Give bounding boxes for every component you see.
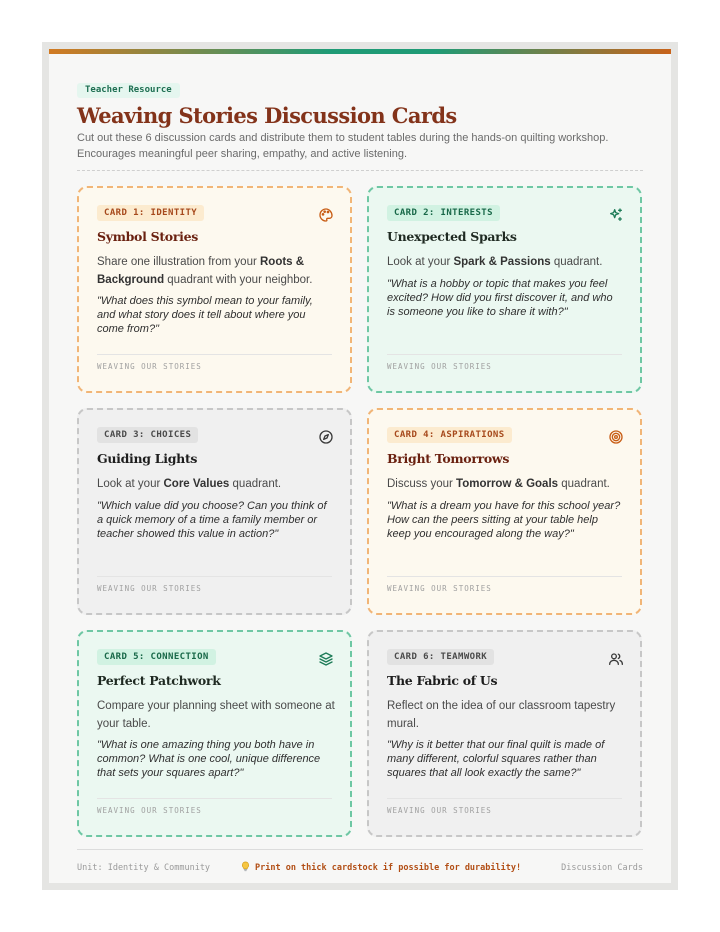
- card-footer: WEAVING OUR STORIES: [97, 806, 202, 815]
- card-question: "What is one amazing thing you both have in common? What is one cool, unique difference that sets your squares apart?": [97, 739, 321, 779]
- discussion-card-2: [367, 186, 642, 393]
- card-instruction: Reflect on the idea of our classroom tapestry mural.: [387, 700, 616, 730]
- card-divider: [97, 576, 332, 577]
- card-divider: [387, 576, 622, 577]
- discussion-card-1: [77, 186, 352, 393]
- document-page: [49, 49, 671, 883]
- compass-icon: [318, 429, 334, 445]
- teacher-resource-badge: Teacher Resource: [77, 83, 180, 98]
- page-description: Cut out these 6 discussion cards and distribute them to student tables during the hands-on quilting workshop. Encourages meaningful peer sharing, empathy, and active listening.: [77, 132, 609, 160]
- card-title: Symbol Stories: [97, 229, 198, 244]
- discussion-card-3: [77, 408, 352, 615]
- card-instruction: Look at your Spark & Passions quadrant.: [387, 256, 603, 268]
- card-instruction: Compare your planning sheet with someone at your table.: [97, 700, 335, 730]
- card-title: Bright Tomorrows: [387, 451, 510, 466]
- layers-icon: [318, 651, 334, 667]
- card-title: Guiding Lights: [97, 451, 198, 466]
- print-tip: [240, 861, 521, 873]
- card-divider: [97, 354, 332, 355]
- print-tip-text: Print on thick cardstock if possible for durability!: [255, 863, 522, 873]
- card-tag: CARD 5: CONNECTION: [97, 649, 216, 665]
- footer-divider: [77, 849, 643, 850]
- card-question: "What does this symbol mean to your family, and what story does it tell about where you come from?": [97, 295, 313, 335]
- card-title: The Fabric of Us: [387, 673, 498, 688]
- users-icon: [608, 651, 624, 667]
- card-footer: WEAVING OUR STORIES: [97, 362, 202, 371]
- card-footer: WEAVING OUR STORIES: [387, 584, 492, 593]
- card-tag: CARD 4: ASPIRATIONS: [387, 427, 512, 443]
- unit-label: Unit: Identity & Community: [77, 863, 211, 873]
- card-title: Perfect Patchwork: [97, 673, 221, 688]
- card-instruction: Discuss your Tomorrow & Goals quadrant.: [387, 478, 610, 490]
- sparkles-icon: [608, 207, 624, 223]
- card-title: Unexpected Sparks: [387, 229, 517, 244]
- card-question: "What is a hobby or topic that makes you feel excited? How did you first discover it, and who is someone you like to share it with?": [387, 278, 613, 318]
- card-tag: CARD 2: INTERESTS: [387, 205, 500, 221]
- document-label: Discussion Cards: [561, 863, 643, 873]
- card-question: "Why is it better that our final quilt is made of many different, colorful squares rather than squares that all look exactly the same?": [387, 739, 605, 779]
- target-icon: [608, 429, 624, 445]
- card-divider: [387, 798, 622, 799]
- discussion-card-5: [77, 630, 352, 837]
- card-footer: WEAVING OUR STORIES: [387, 806, 492, 815]
- palette-icon: [318, 207, 334, 223]
- card-instruction: Share one illustration from your Roots & Background quadrant with your neighbor.: [97, 256, 313, 286]
- card-footer: WEAVING OUR STORIES: [387, 362, 492, 371]
- gradient-accent-bar: [49, 49, 671, 54]
- card-instruction: Look at your Core Values quadrant.: [97, 478, 282, 490]
- card-divider: [387, 354, 622, 355]
- card-tag: CARD 3: CHOICES: [97, 427, 198, 443]
- discussion-card-6: [367, 630, 642, 837]
- lightbulb-icon: [240, 861, 251, 872]
- card-footer: WEAVING OUR STORIES: [97, 584, 202, 593]
- discussion-card-4: [367, 408, 642, 615]
- card-tag: CARD 6: TEAMWORK: [387, 649, 494, 665]
- header-divider: [77, 170, 643, 171]
- card-divider: [97, 798, 332, 799]
- card-question: "What is a dream you have for this school year? How can the peers sitting at your table help keep you encouraged along the way?": [387, 500, 621, 540]
- card-tag: CARD 1: IDENTITY: [97, 205, 204, 221]
- card-question: "Which value did you choose? Can you think of a quick memory of a time a family member or teacher showed this value in action?": [97, 500, 327, 540]
- page-title: Weaving Stories Discussion Cards: [77, 103, 457, 128]
